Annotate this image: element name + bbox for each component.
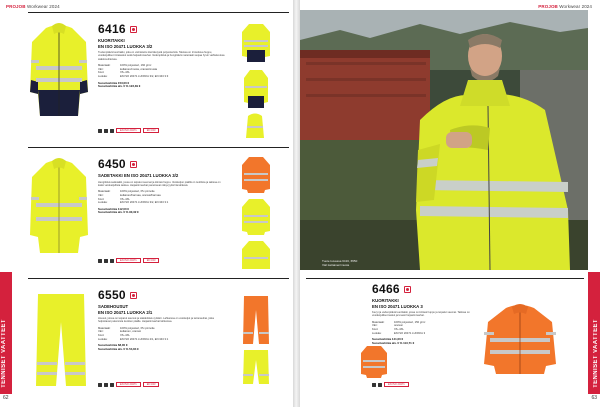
side-tab-right: TENNISET VAATTEET	[588, 272, 600, 394]
product-image-rain-jacket-detail	[240, 239, 272, 271]
product-image-hood-detail	[244, 112, 266, 140]
product-info	[372, 282, 482, 346]
product-number: 6466	[372, 282, 400, 296]
product-image-rain-jacket-orange	[240, 155, 272, 195]
side-tab-left: TENNISET VAATTEET	[0, 272, 12, 394]
certification-bar	[98, 258, 159, 263]
certification-bar	[98, 382, 159, 387]
product-title: KUORITAKKI EN ISO 20471 LUOKKA 3	[372, 298, 423, 309]
product-title: KUORITAKKI EN ISO 20471 LUOKKA 3/2	[98, 38, 153, 49]
washing-icon	[98, 383, 102, 387]
product-6450	[0, 147, 293, 273]
washing-icon	[98, 129, 102, 133]
product-price: Suositushinta 153,00 €	[98, 80, 130, 85]
product-image-rain-jacket-back	[240, 197, 272, 237]
product-title: SADEHOUSUT EN ISO 20471 LUOKKA 2/1	[98, 304, 153, 315]
product-number: 6450	[98, 157, 126, 171]
product-divider	[306, 278, 584, 279]
product-image-jacket-orange	[480, 304, 560, 376]
drying-icon	[110, 259, 114, 263]
certification-chip: EN 343	[143, 258, 160, 263]
product-title: SADETAKKI EN ISO 20471 LUOKKA 3/2	[98, 173, 179, 178]
product-description: Kevyt ja vedenpitävä kuoritakki, jossa on kiinteä huppu ja teipatut saumat. Takissa on vetoketjulliset taskut ja leveät heijastinnauhat.	[372, 311, 470, 318]
photo-caption: Tuote kuvassa 6416, 6550 Väri keltainen/musta	[322, 259, 358, 267]
product-number: 6416	[98, 22, 126, 36]
ironing-icon	[104, 383, 108, 387]
recycle-icon	[130, 292, 137, 299]
left-header-brand: PROJOB	[6, 4, 26, 9]
product-specs: Materiaali: 100% polyesteri, 150 g/m² Väri: oranssi Koot: XS–4XL Luokka: EN ISO 20471 LUOKKA 3	[372, 320, 426, 335]
washing-icon	[372, 383, 376, 387]
book-gutter	[293, 0, 300, 407]
product-number: 6550	[98, 288, 126, 302]
product-price-vat0: Suositushinta alv. 0 % 113,71 €	[372, 340, 415, 345]
product-info	[98, 288, 226, 352]
ironing-icon	[104, 129, 108, 133]
right-header	[538, 4, 592, 9]
certification-bar	[372, 382, 409, 387]
ironing-icon	[104, 259, 108, 263]
product-image-rain-trousers-back	[240, 348, 272, 386]
product-price-vat0: Suositushinta alv. 0 % 123,39 €	[98, 84, 141, 89]
right-header-suffix: Workwear 2024	[559, 4, 592, 9]
product-description: Tuulenpitävä kuoritakki, joka on valmistettu kierrätetystä polyesteristä. Takissa on irrotettava huppu, vetoketjulliset rintataskut sekä heijastinnauhat. Vedenpitävä ja hengittävä materiaali suojaa hyvin vaihtelevissa sääolosuhteissa.	[98, 51, 225, 61]
product-divider	[28, 278, 289, 279]
product-price: Suositushinta 68,00 €	[98, 343, 128, 348]
product-6416	[0, 12, 293, 142]
product-info	[98, 157, 226, 215]
certification-chip: EN ISO 20471	[384, 382, 409, 387]
lifestyle-photo	[300, 10, 588, 270]
certification-chip: EN 343	[143, 382, 160, 387]
product-info	[98, 22, 226, 89]
left-page	[0, 0, 293, 407]
product-description: Housut, joissa on teipatut saumat ja säädettävä vyötärö. Lahkeissa on vetoketjut ja tarranauhat, jotka helpottavat pukemista kenkien päälle. Heijastinnauhat lahkeissa.	[98, 317, 214, 324]
product-6550	[0, 278, 293, 396]
product-price: Suositushinta 112,00 €	[98, 206, 130, 211]
certification-bar	[98, 128, 159, 133]
recycle-icon	[404, 286, 411, 293]
product-image-jacket-back	[240, 22, 272, 64]
right-header-brand: PROJOB	[538, 4, 558, 9]
product-image-rain-trousers-yellow	[30, 292, 92, 388]
product-image-jacket-yellow-navy	[28, 22, 90, 122]
product-price: Suositushinta 141,00 €	[372, 337, 404, 342]
worker-in-hiviz-jacket-image	[300, 10, 588, 270]
product-description: Hengittävä sadetakki, jossa on teipatut saumat ja kiinteä huppu. Vetoketjun päällä on tuulilista ja takissa on kaksi vetoketjullista taskua. Heijastinnauhat parantavat näkyvyyttä hämärässä.	[98, 180, 221, 187]
product-specs: Materiaali: 100% polyesteri, 160 g/m² Väri: keltainen/musta, oranssi/musta Koot: XS–4XL Luokka: EN ISO 20471 LUOKKA 3/2, EN 343 3:3	[98, 64, 169, 78]
certification-chip: EN ISO 20471	[116, 128, 141, 133]
product-image-jacket-side	[240, 68, 272, 110]
washing-icon	[98, 259, 102, 263]
certification-chip: EN 343	[143, 128, 160, 133]
drying-icon	[110, 383, 114, 387]
product-specs: Materiaali: 100% polyesteri, PU-pinnoite Väri: keltainen/harmaa, oranssi/harmaa Koot: XS–4XL Luokka: EN ISO 20471 LUOKKA 3/2, EN 343 3:1	[98, 190, 169, 205]
product-divider	[28, 147, 289, 148]
recycle-icon	[130, 161, 137, 168]
left-header	[6, 4, 60, 9]
product-specs: Materiaali: 100% polyesteri, PU-pinnoite Väri: keltainen, oranssi Koot: XS–4XL Luokka: EN ISO 20471 LUOKKA 2/1, EN 343 3:1	[98, 326, 169, 341]
ironing-icon	[378, 383, 382, 387]
certification-chip: EN ISO 20471	[116, 382, 141, 387]
recycle-icon	[130, 26, 137, 33]
page-number-left: 62	[3, 395, 9, 401]
page-number-right: 63	[591, 395, 597, 401]
left-header-suffix: Workwear 2024	[26, 4, 60, 9]
drying-icon	[110, 129, 114, 133]
product-price-vat0: Suositushinta alv. 0 % 54,84 €	[98, 346, 139, 351]
certification-chip: EN ISO 20471	[116, 258, 141, 263]
product-6466	[300, 278, 600, 396]
product-image-rain-jacket-yellow	[28, 157, 90, 257]
product-image-rain-trousers-orange	[240, 294, 272, 346]
product-divider	[28, 12, 289, 13]
product-image-jacket-orange-back	[360, 344, 388, 380]
product-price-vat0: Suositushinta alv. 0 % 90,32 €	[98, 210, 139, 215]
